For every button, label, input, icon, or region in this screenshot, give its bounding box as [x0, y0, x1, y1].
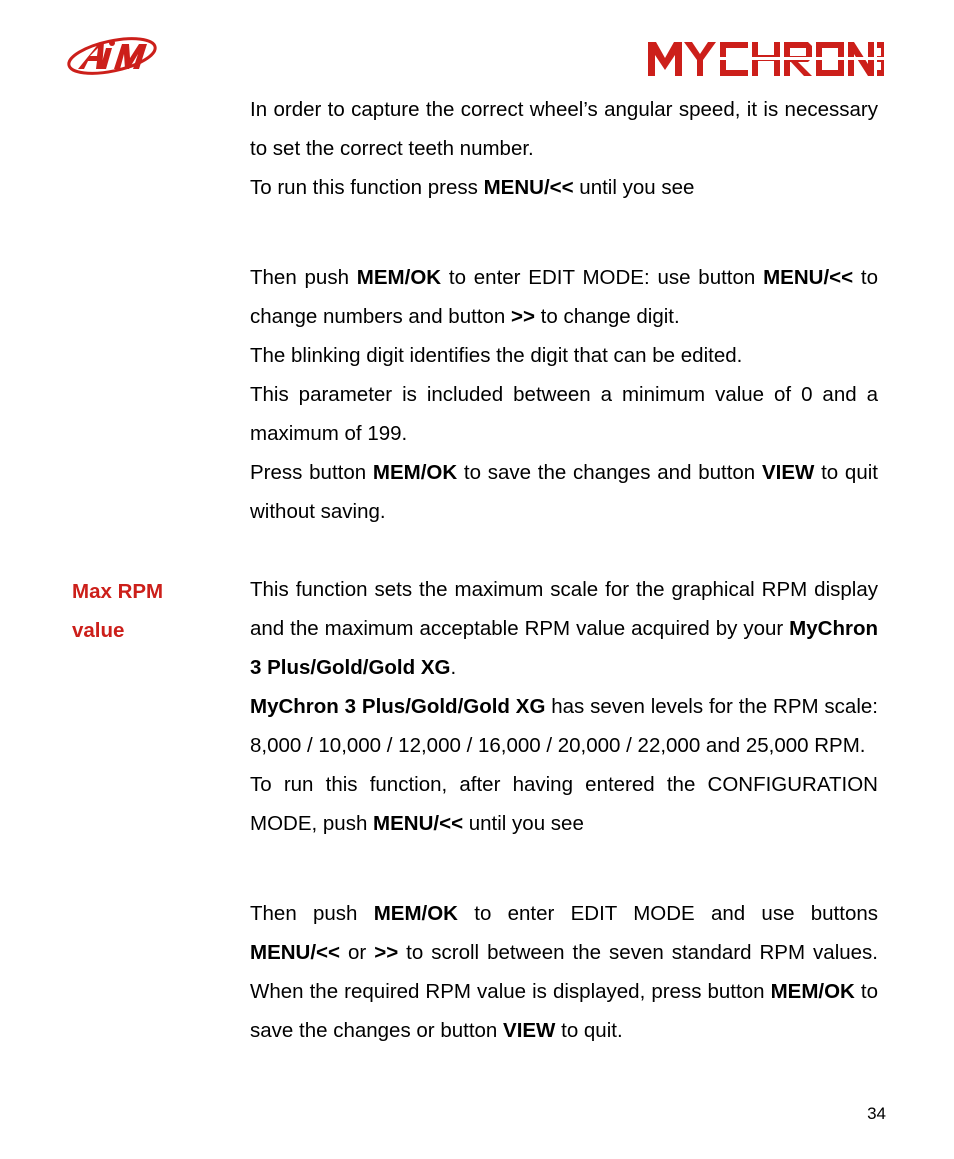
paragraph-run-function: To run this function press MENU/<< until you see: [250, 176, 695, 199]
mychron3-logo-wordmark: MYCHRON3: [648, 38, 654, 39]
paragraph-save-quit: Press button MEM/OK to save the changes and button VIEW to quit without saving.: [250, 461, 878, 523]
paragraph-teeth-intro: In order to capture the correct wheel’s angular speed, it is necessary to set the correct teeth number.: [250, 98, 878, 160]
paragraph-run-config: To run this function, after having entered the CONFIGURATION MODE, push MENU/<< until you see: [250, 773, 878, 835]
button-name-menu: MENU/<<: [483, 176, 574, 199]
aim-logo-wordmark: AiM: [66, 36, 68, 37]
paragraph-edit-mode: Then push MEM/OK to enter EDIT MODE: use button MENU/<< to change numbers and button >> to change digit.: [250, 266, 878, 328]
page-number: 34: [867, 1104, 886, 1123]
paragraph-rpm-levels: MyChron 3 Plus/Gold/Gold XG has seven levels for the RPM scale: 8,000 / 10,000 / 12,000 / 16,000 / 20,000 / 22,000 and 25,000 RPM.: [250, 695, 878, 757]
display-placeholder-gap: [250, 207, 878, 258]
paragraph-scroll-rpm: Then push MEM/OK to enter EDIT MODE and use buttons MENU/<< or >> to scroll between the seven standard RPM values. When the required RPM value is displayed, press button MEM/OK to save the changes or button VIEW to quit.: [250, 902, 878, 1042]
section-gap: [250, 531, 878, 570]
aim-logo: [66, 36, 158, 76]
paragraph-blinking-digit: The blinking digit identifies the digit that can be edited.: [250, 344, 743, 367]
body-text: [250, 90, 878, 1050]
mychron3-logo: [648, 38, 884, 78]
display-placeholder-gap-2: [250, 843, 878, 894]
paragraph-max-rpm-intro: This function sets the maximum scale for the graphical RPM display and the maximum acceptable RPM value acquired by your MyChron 3 Plus/Gold/Gold XG.: [250, 578, 878, 679]
paragraph-parameter-range: This parameter is included between a minimum value of 0 and a maximum of 199.: [250, 383, 878, 445]
section-label-line1: Max RPM: [72, 580, 164, 603]
section-label-max-rpm-value: [72, 572, 232, 650]
section-label-line2: value: [72, 619, 125, 642]
